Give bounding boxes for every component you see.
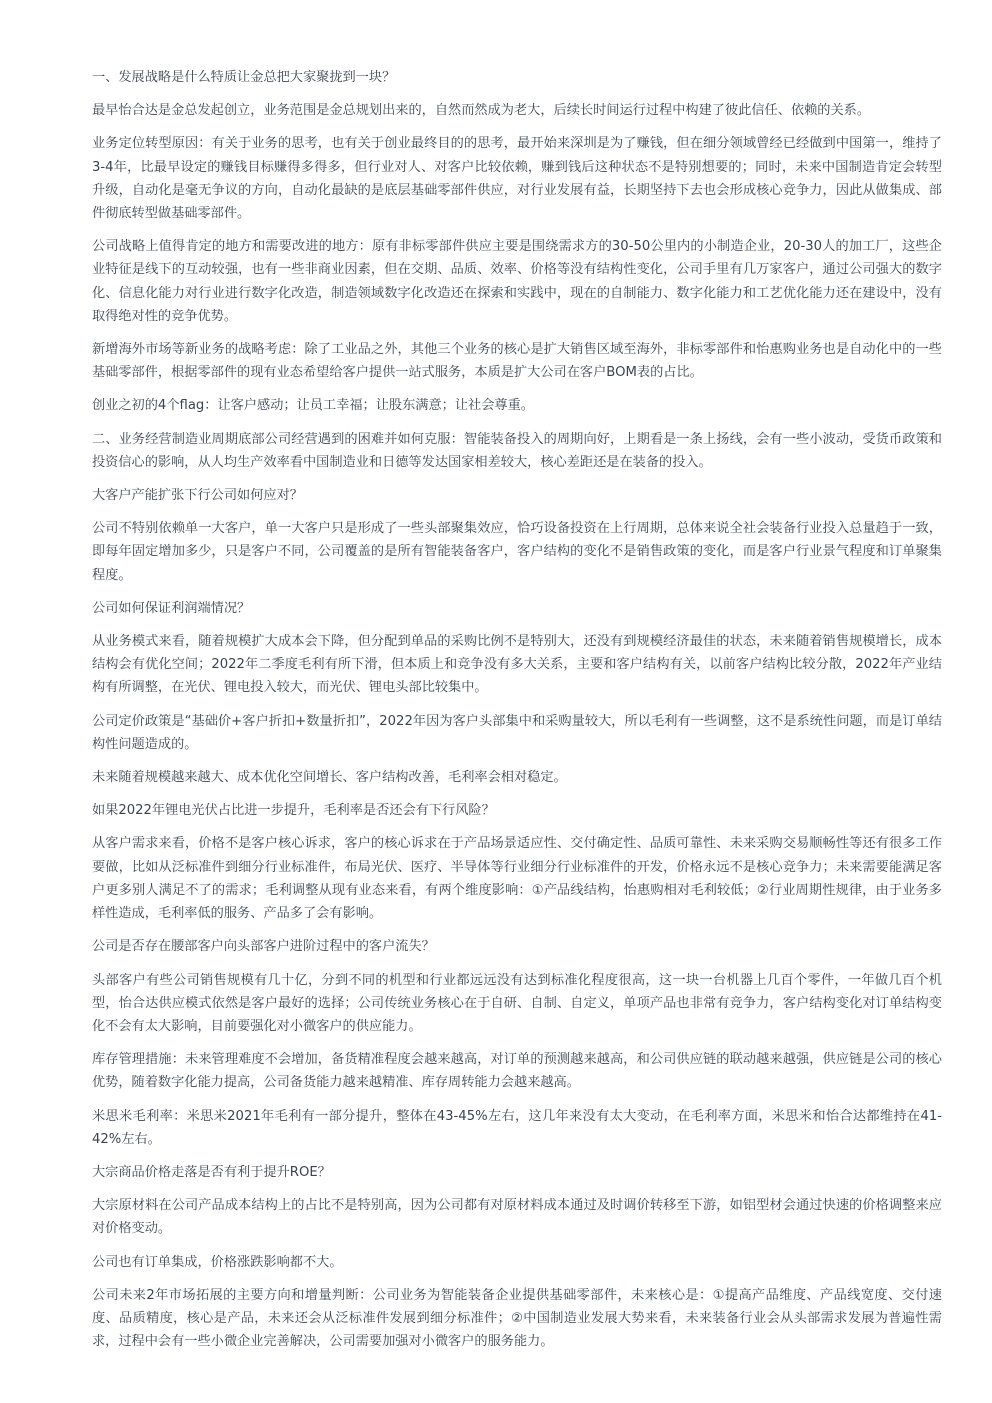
paragraph: 公司战略上值得肯定的地方和需要改进的地方：原有非标零部件供应主要是围绕需求方的30-50公里内的小制造企业，20-30人的加工厂，这些企业特征是线下的互动较强，也有一些非商业因素，但在交期、品质、效率、价格等没有结构性变化，公司手里有几万家客户，通过公司强大的数字化、信息化能力对行业进行数字化改造，制造领域数字化改造还在探索和实践中，现在的自制能力、数字化能力和工艺优化能力还在建设中，没有取得绝对性的竞争优势。 [92,239,942,324]
paragraph: 从业务模式来看，随着规模扩大成本会下降，但分配到单品的采购比例不是特别大，还没有到规模经济最佳的状态，未来随着销售规模增长，成本结构会有优化空间；2022年二季度毛利有所下滑，但本质上和竞争没有多大关系，主要和客户结构有关，以前客户结构比较分散，2022年产业结构有所调整，在光伏、锂电投入较大，而光伏、锂电头部比较集中。 [92,634,942,696]
question: 公司是否存在腰部客户向头部客户进阶过程中的客户流失？ [92,939,435,955]
section-heading-strategy: 一、发展战略是什么特质让金总把大家聚拢到一块？ [92,70,396,85]
paragraph: 最早怡合达是金总发起创立，业务范围是金总规划出来的，自然而然成为老大，后续长时间运行过程中构建了彼此信任、依赖的关系。 [92,103,871,119]
paragraph: 公司未来2年市场拓展的主要方向和增量判断：公司业务为智能装备企业提供基础零部件，未来核心是：①提高产品维度、产品线宽度、交付速度、品质精度，核心是产品，未来还会从泛标准件发展到细分标准件；②中国制造业发展大势来看，未来装备行业会从头部需求发展为普遍性需求，过程中会有一些小微企业完善解决，公司需要加强对小微客户的服务能力。 [92,1287,942,1350]
question: 大宗商品价格走落是否有利于提升ROE？ [92,1164,331,1180]
paragraph: 新增海外市场等新业务的战略考虑：除了工业品之外，其他三个业务的核心是扩大销售区域至海外，非标零部件和怡惠购业务也是自动化中的一些基础零部件，根据零部件的现有业态希望给客户提供一站式服务，本质是扩大公司在客户BOM表的占比。 [92,342,942,381]
paragraph: 大宗原材料在公司产品成本结构上的占比不是特别高，因为公司都有对原材料成本通过及时调价转移至下游，如铝型材会通过快速的价格调整来应对价格变动。 [92,1198,942,1237]
paragraph: 公司不特别依赖单一大客户，单一大客户只是形成了一些头部聚集效应，恰巧设备投资在上行周期，总体来说全社会装备行业投入总量趋于一致，即每年固定增加多少，只是客户不同，公司覆盖的是所有智能装备客户，客户结构的变化不是销售政策的变化，而是客户行业景气程度和订单聚集程度。 [92,521,942,583]
paragraph: 从客户需求来看，价格不是客户核心诉求，客户的核心诉求在于产品场景适应性、交付确定性、品质可靠性、未来采购交易顺畅性等还有很多工作要做，比如从泛标准件到细分行业标准件，布局光伏、医疗、半导体等行业细分行业标准件的开发，价格永远不是核心竞争力；未来需要能满足客户更多别人满足不了的需求；毛利调整从现有业态来看，有两个维度影响：①产品线结构，怡惠购相对毛利较低；②行业周期性规律，由于业务多样性造成，毛利率低的服务、产品多了会有影响。 [92,836,942,922]
paragraph: 业务定位转型原因：有关于业务的思考，也有关于创业最终目的的思考，最开始来深圳是为了赚钱，但在细分领域曾经已经做到中国第一，维持了3-4年，比最早设定的赚钱目标赚得多得多，但行业对人、对客户比较依赖，赚到钱后这种状态不是特别想要的；同时，未来中国制造肯定会转型升级，自动化是毫无争议的方向，自动化最缺的是底层基础零部件供应，对行业发展有益，长期坚持下去也会形成核心竞争力，因此从做集成、部件彻底转型做基础零部件。 [92,136,942,222]
section-heading-operations: 二、业务经营制造业周期底部公司经营遇到的困难并如何克服：智能装备投入的周期向好，上期看是一条上扬线，会有一些小波动，受货币政策和投资信心的影响，从人均生产效率看中国制造业和日德等发达国家相差较大，核心差距还是在装备的投入。 [92,431,942,470]
paragraph: 头部客户有些公司销售规模有几十亿，分到不同的机型和行业都远远没有达到标准化程度很高，这一块一台机器上几百个零件，一年做几百个机型，怡合达供应模式依然是客户最好的选择；公司传统业务核心在于自研、自制、自定义，单项产品也非常有竞争力，客户结构变化对订单结构变化不会有太大影响，目前要强化对小微客户的供应能力。 [92,972,942,1034]
question: 大客户产能扩张下行公司如何应对？ [92,488,303,504]
document-body [92,66,942,1363]
paragraph: 库存管理措施：未来管理难度不会增加，备货精准程度会越来越高，对订单的预测越来越高，和公司供应链的联动越来越强，供应链是公司的核心优势，随着数字化能力提高，公司备货能力越来越精准、库存周转能力会越来越高。 [92,1052,942,1091]
question: 公司如何保证利润端情况？ [92,600,251,616]
paragraph: 公司定价政策是“基础价+客户折扣+数量折扣”，2022年因为客户头部集中和采购量较大，所以毛利有一些调整，这不是系统性问题，而是订单结构性问题造成的。 [92,713,942,752]
paragraph: 创业之初的4个flag：让客户感动；让员工幸福；让股东满意；让社会尊重。 [92,398,534,414]
question: 如果2022年锂电光伏占比进一步提升，毛利率是否还会有下行风险？ [92,803,495,819]
paragraph: 米思米毛利率：米思米2021年毛利有一部分提升，整体在43-45%左右，这几年来没有太大变动，在毛利率方面，米思米和怡合达都维持在41-42%左右。 [92,1108,942,1147]
paragraph: 公司也有订单集成，价格涨跌影响都不大。 [92,1254,343,1270]
paragraph: 未来随着规模越来越大、成本优化空间增长、客户结构改善，毛利率会相对稳定。 [92,770,567,786]
